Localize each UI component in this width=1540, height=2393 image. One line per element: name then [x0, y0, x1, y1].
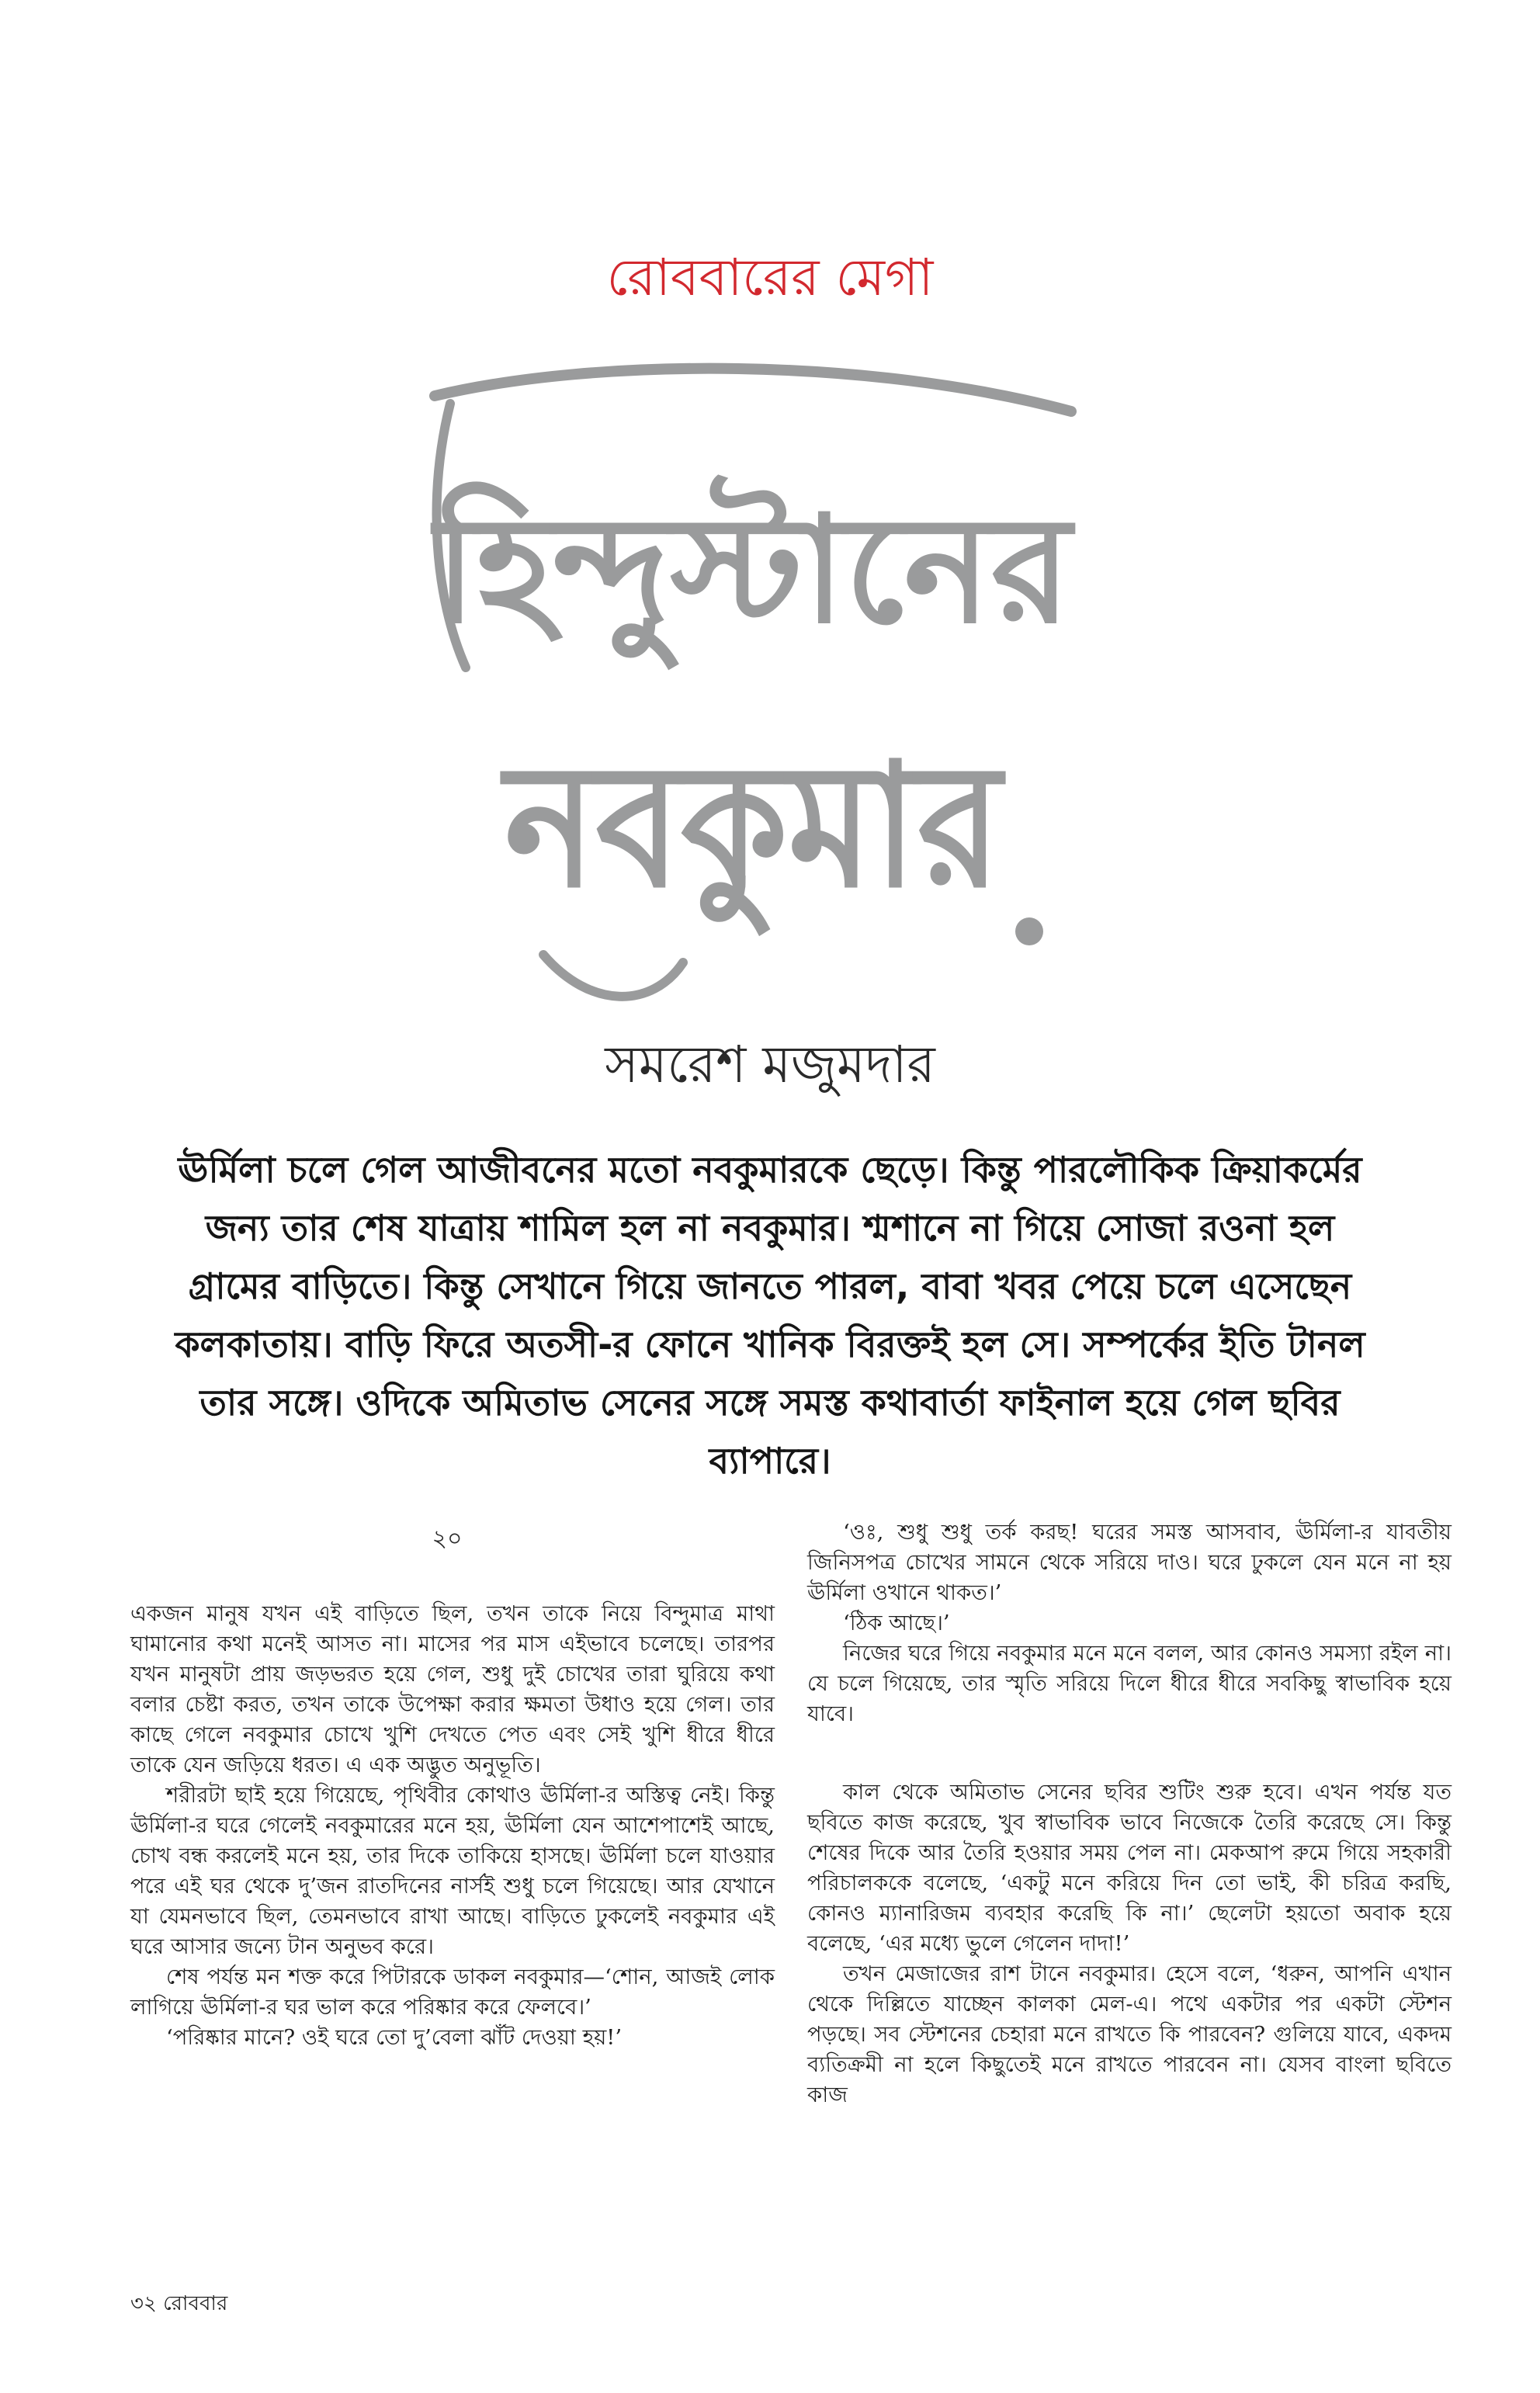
title-dot — [1015, 917, 1043, 945]
paragraph: শরীরটা ছাই হয়ে গিয়েছে, পৃথিবীর কোথাও ঊর্মিলা-র অস্তিত্ব নেই। কিন্তু ঊর্মিলা-র ঘরে গেলেই নবকুমারের মনে হয়, ঊর্মিলা যেন আশেপাশেই আছে, চোখ বন্ধ করলেই মনে হয়, তার দিকে তাকিয়ে হাসছে। ঊর্মিলা চলে যাওয়ার পরে এই ঘর থেকে দু’জন রাতদিনের নার্সই শুধু চলে গিয়েছে। আর যেখানে যা যেমনভাবে ছিল, তেমনভাবে রাখা আছে। বাড়িতে ঢুকলেই নবকুমার এই ঘরে আসার জন্যে টান অনুভব করে। — [130, 1783, 775, 1959]
paragraph: তখন মেজাজের রাশ টানে নবকুমার। হেসে বলে, ‘ধরুন, আপনি এখান থেকে দিল্লিতে যাচ্ছেন কালকা মেল-এ। পথে একটার পর একটা স্টেশন পড়ছে। সব স্টেশনের চেহারা মনে রাখতে কি পারবেন? গুলিয়ে যাবে, একদম ব্যতিক্রমী না হলে কিছুতেই মনে রাখতে পারবেন না। যেসব বাংলা ছবিতে কাজ — [807, 1961, 1452, 2107]
paragraph: ‘পরিষ্কার মানে? ওই ঘরে তো দু’বেলা ঝাঁট দেওয়া হয়!’ — [166, 2025, 623, 2050]
left-column — [130, 1599, 775, 2053]
page-number: ৩২ — [130, 2292, 157, 2315]
right-column-bottom — [807, 1777, 1452, 2110]
title-swoosh-top — [435, 369, 1071, 411]
title-swoosh-bottom — [543, 955, 683, 997]
story-title-art — [404, 342, 1102, 1025]
paragraph: ‘ওঃ, শুধু শুধু তর্ক করছ! ঘরের সমস্ত আসবাব, ঊর্মিলা-র যাবতীয় জিনিসপত্র চোখের সামনে থেকে সরিয়ে দাও। ঘরে ঢুকলে যেন মনে না হয় ঊর্মিলা ওখানে থাকত।’ — [807, 1520, 1452, 1605]
magazine-name: রোববার — [163, 2292, 228, 2315]
author-name: সমরেশ মজুমদার — [605, 1035, 935, 1094]
title-line-1: হিন্দুস্টানের — [435, 484, 1078, 656]
story-intro: ঊর্মিলা চলে গেল আজীবনের মতো নবকুমারকে ছেড়ে। কিন্তু পারলৌকিক ক্রিয়াকর্মের জন্য তার শেষ যাত্রায় শামিল হল না নবকুমার। শ্মশানে না গিয়ে সোজা রওনা হল গ্রামের বাড়িতে। কিন্তু সেখানে গিয়ে জানতে পারল, বাবা খবর পেয়ে চলে এসেছেন কলকাতায়। বাড়ি ফিরে অতসী-র ফোনে খানিক বিরক্তই হল সে। সম্পর্কের ইতি টানল তার সঙ্গে। ওদিকে অমিতাভ সেনের সঙ্গে সমস্ত কথাবার্তা ফাইনাল হয়ে গেল ছবির ব্যাপারে। — [175, 1149, 1365, 1482]
paragraph: শেষ পর্যন্ত মন শক্ত করে পিটারকে ডাকল নবকুমার—‘শোন, আজই লোক লাগিয়ে ঊর্মিলা-র ঘর ভাল করে পরিষ্কার করে ফেলবে।’ — [130, 1965, 775, 2020]
right-column-top — [807, 1517, 1452, 1729]
paragraph: একজন মানুষ যখন এই বাড়িতে ছিল, তখন তাকে নিয়ে বিন্দুমাত্র মাথা ঘামানোর কথা মনেই আসত না। মাসের পর মাস এইভাবে চলেছে। তারপর যখন মানুষটা প্রায় জড়ভরত হয়ে গেল, শুধু দুই চোখের তারা ঘুরিয়ে কথা বলার চেষ্টা করত, তখন তাকে উপেক্ষা করার ক্ষমতা উধাও হয়ে গেল। তার কাছে গেলে নবকুমার চোখে খুশি দেখতে পেত এবং সেই খুশি ধীরে ধীরে তাকে যেন জড়িয়ে ধরত। এ এক অদ্ভুত অনুভূতি। — [130, 1601, 775, 1777]
page-footer — [130, 2287, 227, 2322]
title-line-2: নবকুমার — [505, 727, 1060, 925]
chapter-number: ২০ — [432, 1525, 463, 1552]
series-kicker: রোববারের মেগা — [606, 248, 934, 307]
paragraph: নিজের ঘরে গিয়ে নবকুমার মনে মনে বলল, আর কোনও সমস্যা রইল না। যে চলে গিয়েছে, তার স্মৃতি সরিয়ে দিলে ধীরে ধীরে সবকিছু স্বাভাবিক হয়ে যাবে। — [807, 1641, 1452, 1726]
paragraph: কাল থেকে অমিতাভ সেনের ছবির শুটিং শুরু হবে। এখন পর্যন্ত যত ছবিতে কাজ করেছে, খুব স্বাভাবিক ভাবে নিজেকে তৈরি করেছে সে। কিন্তু শেষের দিকে আর তৈরি হওয়ার সময় পেল না। মেকআপ রুমে গিয়ে সহকারী পরিচালককে বলেছে, ‘একটু মনে করিয়ে দিন তো ভাই, কী চরিত্র করছি, কোনও ম্যানারিজম ব্যবহার করেছি কি না।’ ছেলেটা হয়তো অবাক হয়ে বলেছে, ‘এর মধ্যে ভুলে গেলেন দাদা!’ — [807, 1780, 1452, 1956]
paragraph: ‘ঠিক আছে।’ — [843, 1611, 950, 1635]
